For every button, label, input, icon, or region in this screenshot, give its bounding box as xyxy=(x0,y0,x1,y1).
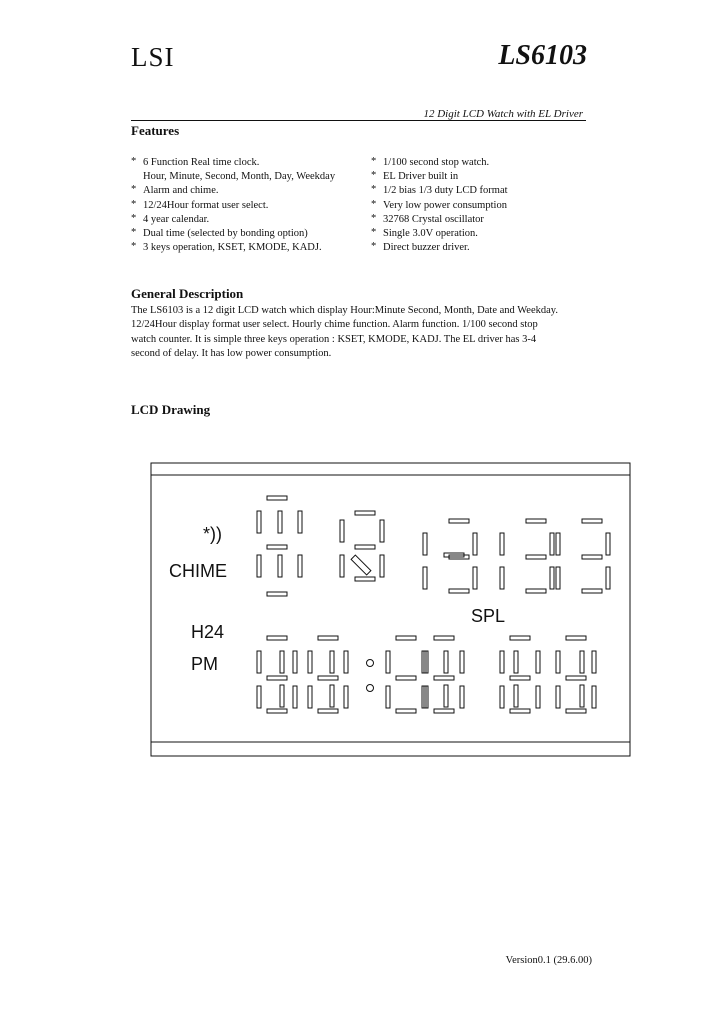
lcd-segment xyxy=(514,685,518,707)
bullet-star: * xyxy=(371,156,377,167)
bullet-star: * xyxy=(371,241,377,253)
lcd-segment xyxy=(582,589,602,593)
lcd-segment xyxy=(330,685,334,707)
lcd-segment xyxy=(510,709,530,713)
lcd-segment xyxy=(386,651,390,673)
lcd-segment xyxy=(267,496,287,500)
bullet-star: * xyxy=(131,198,137,210)
lcd-segment xyxy=(340,520,344,542)
features-heading: Features xyxy=(131,123,180,138)
lcd-segment xyxy=(556,686,560,708)
lcd-segment xyxy=(344,686,348,708)
lcd-segment xyxy=(500,533,504,555)
feature-item: * Single 3.0V operation. xyxy=(371,227,478,240)
lcd-segment xyxy=(460,686,464,708)
lcd-colon-dot xyxy=(367,660,374,667)
lcd-segment xyxy=(386,686,390,708)
lcd-segment xyxy=(280,685,284,707)
description-line: watch counter. It is simple three keys operation : KSET, KMODE, KADJ. The EL driver has 3-4 xyxy=(131,333,537,345)
bullet-star: * xyxy=(131,212,137,224)
lcd-segment xyxy=(396,636,416,640)
lcd-segment xyxy=(280,651,284,673)
lcd-segment xyxy=(340,555,344,577)
lcd-segment xyxy=(396,676,416,680)
lcd-segment xyxy=(267,545,287,549)
bullet-star: * xyxy=(371,170,377,182)
lcd-segment xyxy=(267,676,287,680)
lcd-segment xyxy=(293,686,297,708)
bullet-star: * xyxy=(131,227,137,239)
lcd-segment xyxy=(566,709,586,713)
lcd-segment xyxy=(473,533,477,555)
bullet-star: * xyxy=(371,212,377,224)
lcd-segment xyxy=(526,555,546,559)
description-line: The LS6103 is a 12 digit LCD watch which display Hour:Minute Second, Month, Date and Weekday. xyxy=(131,305,558,316)
lcd-segment xyxy=(267,592,287,596)
lcd-segment xyxy=(460,651,464,673)
feature-item: * Dual time (selected by bonding option) xyxy=(131,227,308,240)
lcd-segment xyxy=(514,651,518,673)
lcd-segment xyxy=(434,676,454,680)
lcd-segment xyxy=(444,651,448,673)
lcd-segment xyxy=(257,651,261,673)
feature-item: * 12/24Hour format user select. xyxy=(131,198,269,211)
document-subtitle: 12 Digit LCD Watch with EL Driver xyxy=(423,108,583,120)
feature-item: * 6 Function Real time clock. xyxy=(131,156,260,168)
bullet-star: * xyxy=(371,227,377,239)
lcd-segment xyxy=(556,533,560,555)
lcd-segment xyxy=(592,686,596,708)
version-footer: Version0.1 (29.6.00) xyxy=(505,955,592,966)
chime-label: CHIME xyxy=(169,561,227,581)
feature-item: * 3 keys operation, KSET, KMODE, KADJ. xyxy=(131,241,322,254)
feature-item: Hour, Minute, Second, Month, Day, Weekday xyxy=(143,171,336,183)
description-line: second of delay. It has low power consumption. xyxy=(131,347,332,359)
lcd-outer-frame xyxy=(151,463,630,756)
lcd-segment xyxy=(298,555,302,577)
bullet-star: * xyxy=(371,184,377,196)
lcd-segment xyxy=(500,686,504,708)
lcd-diagonal-segment xyxy=(351,555,371,575)
brand-name: LSI xyxy=(131,42,175,72)
lcd-segment xyxy=(308,651,312,673)
bullet-star: * xyxy=(131,241,137,253)
part-number: LS6103 xyxy=(498,40,587,71)
lcd-segment xyxy=(500,567,504,589)
lcd-segment xyxy=(566,636,586,640)
lcd-segment xyxy=(550,533,554,555)
feature-item: * Very low power consumption xyxy=(371,198,507,211)
lcd-segment xyxy=(423,567,427,589)
feature-item: * 1/100 second stop watch. xyxy=(371,156,490,168)
general-description-heading: General Description xyxy=(131,286,244,301)
bullet-star: * xyxy=(131,156,137,167)
lcd-segment xyxy=(580,651,584,673)
lcd-segment xyxy=(580,685,584,707)
lcd-segment xyxy=(556,567,560,589)
bullet-star: * xyxy=(131,184,137,196)
lcd-segment xyxy=(318,676,338,680)
lcd-segment xyxy=(355,577,375,581)
lcd-segment xyxy=(298,511,302,533)
lcd-segment xyxy=(308,686,312,708)
lcd-segment xyxy=(257,555,261,577)
feature-item: * 1/2 bias 1/3 duty LCD format xyxy=(371,184,508,197)
lcd-segment xyxy=(380,555,384,577)
lcd-segment xyxy=(434,636,454,640)
lcd-segment xyxy=(380,520,384,542)
lcd-segment xyxy=(526,589,546,593)
pm-label: PM xyxy=(191,654,218,674)
lcd-segments xyxy=(257,496,610,713)
feature-item: * EL Driver built in xyxy=(371,170,459,183)
lcd-segment xyxy=(278,555,282,577)
lcd-segment xyxy=(257,686,261,708)
lcd-segment xyxy=(582,555,602,559)
lcd-segment xyxy=(278,511,282,533)
lcd-segment xyxy=(592,651,596,673)
lcd-segment xyxy=(423,533,427,555)
feature-item: * 4 year calendar. xyxy=(131,212,210,225)
lcd-segment xyxy=(566,676,586,680)
h24-label: H24 xyxy=(191,622,225,642)
lcd-segment xyxy=(293,651,297,673)
lcd-segment xyxy=(500,651,504,673)
lcd-segment xyxy=(473,567,477,589)
lcd-segment xyxy=(318,709,338,713)
lcd-segment xyxy=(355,511,375,515)
spl-label: SPL xyxy=(471,606,506,626)
lcd-colon-dot xyxy=(367,685,374,692)
feature-item: * 32768 Crystal oscillator xyxy=(371,212,484,225)
lcd-segment xyxy=(257,511,261,533)
lcd-segment xyxy=(606,567,610,589)
lcd-segment xyxy=(510,676,530,680)
lcd-segment xyxy=(355,545,375,549)
lcd-segment xyxy=(396,709,416,713)
lcd-segment xyxy=(330,651,334,673)
lcd-segment xyxy=(267,709,287,713)
lcd-segment xyxy=(449,519,469,523)
lcd-segment xyxy=(449,589,469,593)
lcd-segment xyxy=(344,651,348,673)
lcd-segment xyxy=(536,651,540,673)
lcd-segment xyxy=(526,519,546,523)
lcd-segment xyxy=(318,636,338,640)
lcd-segment xyxy=(510,636,530,640)
lcd-segment xyxy=(444,685,448,707)
lcd-segment xyxy=(606,533,610,555)
lcd-segment xyxy=(434,709,454,713)
lcd-segment xyxy=(582,519,602,523)
feature-item: * Direct buzzer driver. xyxy=(371,241,470,254)
bullet-star: * xyxy=(371,198,377,210)
lcd-segment xyxy=(550,567,554,589)
description-line: 12/24Hour display format user select. Hourly chime function. Alarm function. 1/100 second stop xyxy=(131,319,538,331)
lcd-segment xyxy=(536,686,540,708)
lcd-drawing-heading: LCD Drawing xyxy=(131,402,211,417)
lcd-segment xyxy=(556,651,560,673)
lcd-segment xyxy=(267,636,287,640)
alarm-symbol-label: *)) xyxy=(203,524,222,544)
feature-item: * Alarm and chime. xyxy=(131,184,219,197)
